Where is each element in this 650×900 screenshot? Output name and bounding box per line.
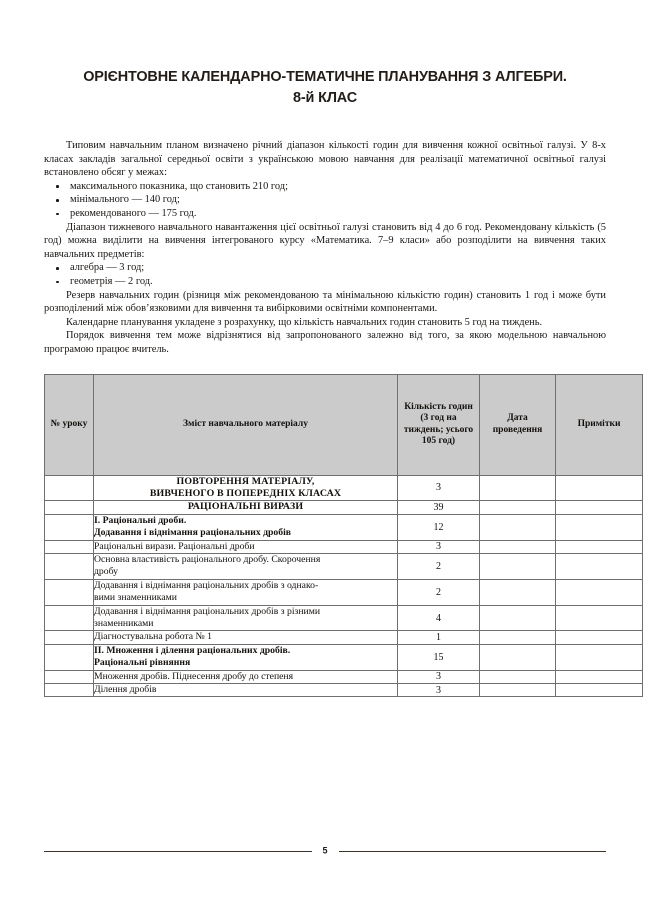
cell-content [94, 605, 398, 631]
cell-content-line: знаменниками [94, 618, 154, 629]
cell-content-line: РАЦІОНАЛЬНІ ВИРАЗИ [187, 501, 304, 513]
cell-content-line: Додавання і віднімання раціональних дробів з різними [94, 605, 321, 617]
column-header-date [480, 374, 556, 475]
header-text: усього [445, 424, 474, 435]
cell-lesson-number[interactable] [45, 540, 94, 553]
table-row [45, 579, 643, 605]
cell-content [94, 631, 398, 644]
cell-content [94, 579, 398, 605]
cell-date[interactable] [480, 631, 556, 644]
column-header-content: Зміст навчального матеріалу [94, 374, 398, 475]
cell-notes[interactable] [556, 501, 643, 514]
cell-notes[interactable] [556, 684, 643, 697]
header-text: (3 год [420, 413, 445, 424]
cell-date[interactable] [480, 644, 556, 670]
cell-hours: 2 [398, 553, 480, 579]
page-title [58, 0, 592, 108]
footer-rule-left [44, 851, 312, 852]
intro-bullet-list-1 [44, 180, 606, 221]
cell-notes[interactable] [556, 579, 643, 605]
page-number: 5 [322, 845, 328, 856]
cell-content-line: ВИВЧЕНОГО В ПОПЕРЕДНІХ КЛАСАХ [149, 487, 342, 499]
cell-content-line: Раціональні рівняння [94, 657, 191, 669]
header-text: проведення [492, 424, 543, 435]
table-body [45, 475, 643, 697]
cell-date[interactable] [480, 540, 556, 553]
cell-content [94, 540, 398, 553]
cell-lesson-number[interactable] [45, 501, 94, 514]
intro-bullet-list-2 [44, 261, 606, 288]
cell-hours: 39 [398, 501, 480, 514]
cell-content [94, 501, 398, 514]
header-text: Дата [507, 413, 528, 424]
cell-content [94, 553, 398, 579]
table-row [45, 631, 643, 644]
cell-content-line: Основна властивість раціонального дробу. Скорочення [94, 553, 321, 565]
table-row [45, 670, 643, 683]
cell-date[interactable] [480, 579, 556, 605]
cell-content-line: дробу [94, 566, 119, 578]
cell-lesson-number[interactable] [45, 605, 94, 631]
table-row [45, 684, 643, 697]
cell-hours: 2 [398, 579, 480, 605]
cell-content-line: Ділення дробів [94, 684, 157, 696]
calendar-plan-table [44, 374, 643, 698]
table-row [45, 644, 643, 670]
page-title-line-2: 8-й КЛАС [293, 89, 357, 106]
cell-notes[interactable] [556, 644, 643, 670]
cell-hours: 4 [398, 605, 480, 631]
intro-paragraph-2: Діапазон тижневого навчального навантаження цієї освітньої галузі становить від 4 до 6 год. Рекомендовану кількість (5 год) можна виділити на вивчення інтегрованого курсу «Математика. 7–9 класи» або розподілити на вивчення таких навчальних предметів: [44, 221, 606, 260]
cell-content-line: I. Раціональні дроби. [94, 514, 187, 526]
intro-text [44, 139, 606, 357]
footer-rule-right [339, 851, 607, 852]
cell-notes[interactable] [556, 514, 643, 540]
header-text: уроку [62, 418, 88, 429]
cell-hours: 15 [398, 644, 480, 670]
cell-content [94, 475, 398, 501]
cell-content-line: Додавання і віднімання раціональних дробів з однако- [94, 579, 319, 591]
cell-notes[interactable] [556, 475, 643, 501]
intro-paragraph-4: Календарне планування укладене з розрахунку, що кількість навчальних годин становить 5 год на тиждень. [66, 316, 543, 328]
page-title-line-1: ОРІЄНТОВНЕ КАЛЕНДАРНО-ТЕМАТИЧНЕ ПЛАНУВАННЯ З АЛГЕБРИ. [83, 68, 567, 85]
cell-content [94, 644, 398, 670]
table-header-row [45, 374, 643, 475]
table-row [45, 501, 643, 514]
cell-date[interactable] [480, 553, 556, 579]
column-header-notes: Примітки [556, 374, 643, 475]
cell-content-line: вими знаменниками [94, 592, 177, 604]
cell-notes[interactable] [556, 670, 643, 683]
cell-content-line: ПОВТОРЕННЯ МАТЕРІАЛУ, [176, 475, 315, 487]
list-item: алгебра — 3 год; [44, 261, 606, 275]
cell-content-line: Діагностувальна робота № 1 [94, 631, 212, 643]
intro-paragraph-5: Порядок вивчення тем може відрізнятися від запропонованого залежно від того, за якою модельною навчальною програмою працює вчитель. [44, 330, 606, 355]
cell-hours: 12 [398, 514, 480, 540]
table-row [45, 605, 643, 631]
cell-content-line: II. Множення і ділення раціональних дробів. [94, 644, 291, 656]
cell-content-line: Множення дробів. Піднесення дробу до степеня [94, 670, 294, 682]
cell-content [94, 670, 398, 683]
cell-hours: 3 [398, 684, 480, 697]
list-item: геометрія — 2 год. [44, 275, 606, 289]
column-header-lesson-number [45, 374, 94, 475]
cell-hours: 1 [398, 631, 480, 644]
table-row [45, 475, 643, 501]
cell-notes[interactable] [556, 540, 643, 553]
cell-date[interactable] [480, 501, 556, 514]
list-item: максимального показника, що становить 210 год; [44, 180, 606, 194]
page-footer [44, 846, 606, 856]
cell-content-line: Раціональні вирази. Раціональні дроби [94, 540, 255, 552]
intro-paragraph-3: Резерв навчальних годин (різниця між рекомендованою та мінімальною кількістю годин) становить 1 год і може бути розподілений між обов’язковими для вивчення та вибірковими освітніми компонентами. [44, 289, 606, 315]
cell-lesson-number[interactable] [45, 684, 94, 697]
cell-date[interactable] [480, 670, 556, 683]
cell-content-line: Додавання і віднімання раціональних дробів [94, 527, 292, 539]
cell-notes[interactable] [556, 553, 643, 579]
cell-date[interactable] [480, 684, 556, 697]
table-row [45, 514, 643, 540]
cell-date[interactable] [480, 605, 556, 631]
cell-lesson-number[interactable] [45, 553, 94, 579]
intro-paragraph-1: Типовим навчальним планом визначено річний діапазон кількості годин для вивчення кожної освітньої галузі. У 8-х класах закладів загальної середньої освіти з українською мовою навчання для реалізації математичної освітньої галузі встановлено обсяг у межах: [44, 140, 606, 179]
cell-hours: 3 [398, 540, 480, 553]
table-header [45, 374, 643, 475]
cell-hours: 3 [398, 670, 480, 683]
table-row [45, 553, 643, 579]
header-text: на тиждень; [403, 413, 457, 435]
cell-content [94, 684, 398, 697]
cell-date[interactable] [480, 514, 556, 540]
table-row [45, 540, 643, 553]
list-item: рекомендованого — 175 год. [44, 207, 606, 221]
header-text: № [50, 418, 61, 429]
cell-content [94, 514, 398, 540]
cell-lesson-number[interactable] [45, 514, 94, 540]
cell-hours: 3 [398, 475, 480, 501]
cell-notes[interactable] [556, 631, 643, 644]
cell-notes[interactable] [556, 605, 643, 631]
cell-lesson-number[interactable] [45, 670, 94, 683]
column-header-hours [398, 374, 480, 475]
cell-lesson-number[interactable] [45, 631, 94, 644]
header-text: 105 год) [421, 435, 456, 446]
header-text: Кількість [404, 401, 447, 412]
cell-date[interactable] [480, 475, 556, 501]
list-item: мінімального — 140 год; [44, 193, 606, 207]
cell-lesson-number[interactable] [45, 475, 94, 501]
header-text: годин [448, 401, 473, 412]
cell-lesson-number[interactable] [45, 644, 94, 670]
cell-lesson-number[interactable] [45, 579, 94, 605]
